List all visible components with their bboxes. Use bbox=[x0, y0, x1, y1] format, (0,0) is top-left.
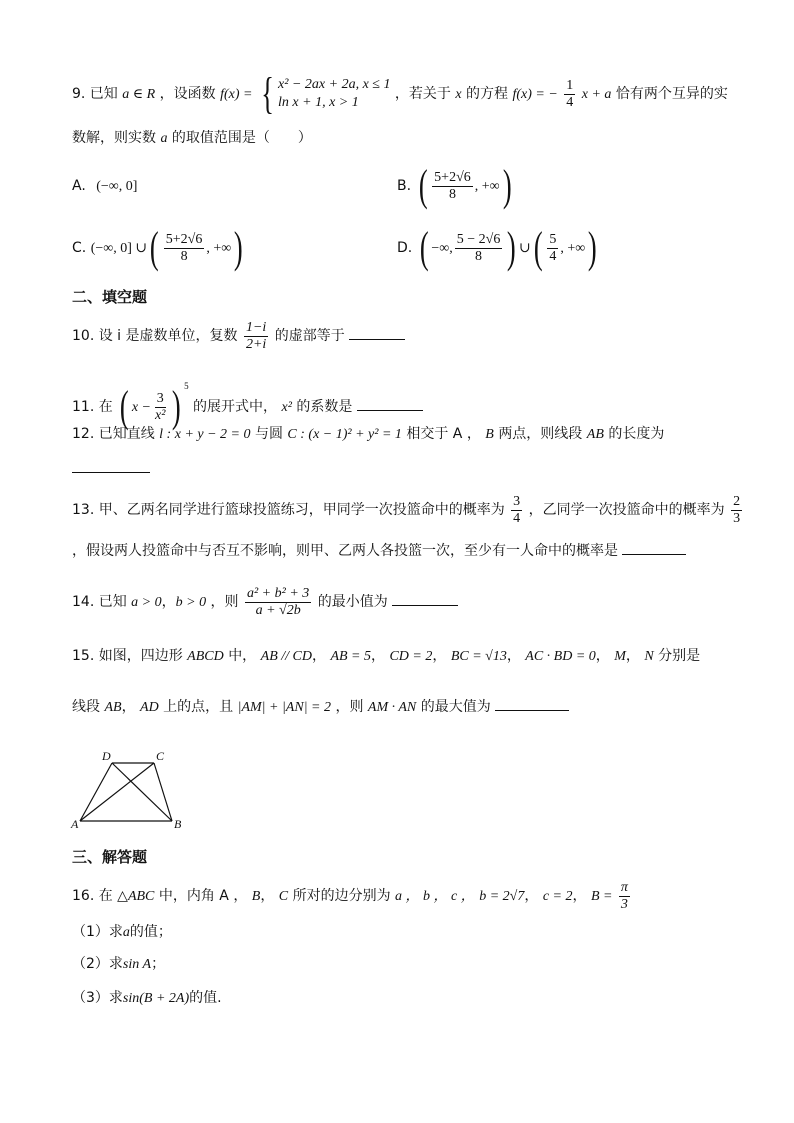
label-c: C bbox=[156, 749, 165, 763]
q11-x: x − bbox=[131, 400, 151, 415]
q16-p2v: sin A bbox=[122, 957, 152, 972]
q9-cond: a ∈ R bbox=[122, 87, 156, 102]
section-fill-blank-title: 二、填空题 bbox=[72, 288, 148, 306]
paren-open: ( bbox=[150, 223, 159, 272]
q15-s1: AB bbox=[104, 700, 122, 715]
q11 bbox=[72, 364, 423, 430]
q9-text-e: 恰有两个互异的实 bbox=[615, 86, 728, 102]
q16-part3 bbox=[72, 988, 222, 1009]
q9-option-d bbox=[397, 224, 600, 273]
paren-open: ( bbox=[419, 223, 429, 272]
q11-frac bbox=[153, 391, 167, 424]
q16-part2 bbox=[72, 954, 165, 975]
separator: ， bbox=[161, 594, 176, 610]
q13-frac1 bbox=[511, 494, 522, 527]
option-c-head: (−∞, 0] ∪ bbox=[90, 241, 148, 256]
q16-cval: c = 2 bbox=[542, 889, 573, 904]
q15-tail1: 分别是 bbox=[658, 648, 701, 664]
q9-line2 bbox=[72, 128, 312, 149]
q11-text-b: 的展开式中， bbox=[193, 399, 278, 415]
q10-frac bbox=[244, 320, 268, 353]
option-d-frac2 bbox=[547, 232, 558, 265]
q12-text-b: 与圆 bbox=[254, 426, 283, 442]
q16-p3: （3）求 bbox=[72, 990, 123, 1006]
q11-term: x² bbox=[281, 400, 292, 415]
frac-num: 5+2√6 bbox=[434, 169, 471, 185]
frac-den: 4 bbox=[513, 510, 521, 526]
answer-blank[interactable] bbox=[349, 325, 405, 340]
answer-blank[interactable] bbox=[72, 458, 150, 473]
q15-c3: CD = 2 bbox=[389, 649, 433, 664]
frac-den: 8 bbox=[448, 186, 456, 202]
q12-text-a: 12. 已知直线 bbox=[72, 426, 155, 442]
q15-line1: 15. 如图，四边形 ABCD 中， AB // CD， AB = 5， CD = 2， BC = √13， AC · BD = 0， M， N 分别是 bbox=[72, 648, 701, 664]
q11-text-c: 的系数是 bbox=[296, 399, 353, 415]
q16-text-b: 中，内角 A ， bbox=[158, 888, 248, 904]
answer-blank[interactable] bbox=[357, 396, 423, 411]
frac-den: 2+i bbox=[245, 336, 267, 352]
answer-blank[interactable] bbox=[495, 696, 569, 711]
option-d-head: −∞, bbox=[431, 241, 453, 256]
paren-close: ) bbox=[507, 223, 517, 272]
q13-frac2 bbox=[731, 494, 742, 527]
frac-den: 3 bbox=[733, 510, 741, 526]
option-c-tail: , +∞ bbox=[206, 241, 232, 256]
option-c-label: C. bbox=[72, 240, 87, 256]
q16-sides: a ， b ， c ， bbox=[395, 889, 475, 904]
q16-p3v: sin(B + 2A) bbox=[122, 991, 190, 1006]
frac-num: 1−i bbox=[245, 319, 267, 335]
option-a-value: (−∞, 0] bbox=[96, 179, 138, 194]
frac-num: 2 bbox=[733, 493, 741, 509]
option-b-tail: , +∞ bbox=[474, 179, 500, 194]
q15-c5: AC · BD = 0 bbox=[525, 649, 596, 664]
option-d-frac bbox=[455, 232, 503, 265]
q15-text-b: 中， bbox=[228, 648, 257, 664]
frac-den: x² bbox=[155, 407, 166, 423]
edge-ad bbox=[80, 763, 112, 821]
option-d-tail: , +∞ bbox=[560, 241, 586, 256]
trapezoid-figure bbox=[70, 745, 190, 831]
frac-num: a² + b² + 3 bbox=[246, 585, 310, 601]
frac-den: 4 bbox=[549, 248, 557, 264]
q16: 16. 在 △ABC 中，内角 A ， B， C 所对的边分别为 a ， b ， c ， b = 2√7， c = 2， B = $\frac{\pi}{3}$ bbox=[72, 879, 628, 912]
q14 bbox=[72, 580, 458, 625]
option-d-label: D. bbox=[397, 240, 413, 256]
q14-c1: a > 0 bbox=[131, 595, 162, 610]
paren-close: ) bbox=[502, 161, 512, 210]
frac-num: 5 − 2√6 bbox=[456, 231, 501, 247]
q12-text-e: 的长度为 bbox=[608, 426, 665, 442]
q12-seg: AB bbox=[586, 427, 604, 442]
frac-den: a + √2b bbox=[255, 602, 301, 618]
q15-s2: AD bbox=[140, 700, 159, 715]
q9-eq-left: f(x) = − bbox=[512, 87, 558, 102]
q13-text-a: 13. 甲、乙两名同学进行篮球投篮练习，甲同学一次投篮命中的概率为 bbox=[72, 502, 505, 518]
q9-option-c bbox=[72, 224, 246, 273]
q15-line2a: 线段 bbox=[72, 699, 100, 715]
q16-part1 bbox=[72, 922, 172, 943]
q16-frac bbox=[619, 880, 630, 913]
q14-text-b: ，则 bbox=[210, 594, 239, 610]
q16-p2b: ； bbox=[151, 956, 166, 972]
q14-c2: b > 0 bbox=[175, 595, 207, 610]
q9-fx: f(x) = bbox=[220, 87, 253, 102]
q15-line2c: ，则 bbox=[335, 699, 364, 715]
frac-den: 3 bbox=[620, 896, 628, 912]
answer-blank[interactable] bbox=[622, 540, 686, 555]
q14-text-a: 14. 已知 bbox=[72, 594, 127, 610]
q11-text-a: 11. 在 bbox=[72, 399, 113, 415]
q15-c6: M bbox=[614, 649, 626, 664]
q15-dot: AM · AN bbox=[367, 700, 417, 715]
option-c-frac bbox=[164, 232, 205, 265]
q9-frac bbox=[564, 78, 575, 111]
frac-den: 8 bbox=[475, 248, 483, 264]
q9-line1 bbox=[72, 69, 728, 118]
q15-line2b: 上的点，且 bbox=[163, 699, 234, 715]
q12-line: l : x + y − 2 = 0 bbox=[159, 427, 251, 442]
q9-piece-top: x² − 2ax + 2a, x ≤ 1 bbox=[278, 77, 391, 92]
paren-open: ( bbox=[418, 161, 428, 210]
q16-tri: △ABC bbox=[117, 889, 155, 904]
q16-text-a: 16. 在 bbox=[72, 888, 113, 904]
q9-text-b: ，设函数 bbox=[159, 86, 216, 102]
q13-text-b: ，乙同学一次投篮命中的概率为 bbox=[528, 502, 725, 518]
q15-cond: |AM| + |AN| = 2 bbox=[237, 700, 331, 715]
q13-line2-text: ，假设两人投篮命中与否互不影响，则甲、乙两人各投篮一次，至少有一人命中的概率是 bbox=[72, 543, 618, 559]
frac-num: 3 bbox=[513, 493, 521, 509]
q16-p1: （1）求 bbox=[72, 924, 123, 940]
q12-line1 bbox=[72, 424, 664, 445]
q15-line2d: 的最大值为 bbox=[420, 699, 491, 715]
q15-c7: N bbox=[644, 649, 654, 664]
q15-c1: AB // CD bbox=[260, 649, 312, 664]
q16-p3b: 的值. bbox=[189, 990, 222, 1006]
q15-quad: ABCD bbox=[187, 649, 224, 664]
frac-num: 3 bbox=[156, 390, 164, 406]
q15-line2: 线段 AB， AD 上的点，且 |AM| + |AN| = 2 ，则 AM · AN 的最大值为 bbox=[72, 696, 569, 718]
paren-close: ) bbox=[234, 223, 243, 272]
brace-symbol: { bbox=[261, 69, 274, 118]
q11-exp: 5 bbox=[184, 381, 189, 391]
q16-text-c: 所对的边分别为 bbox=[292, 888, 391, 904]
paren-close: ) bbox=[172, 382, 182, 431]
label-b: B bbox=[174, 817, 182, 831]
q16-p1b: 的值； bbox=[129, 924, 172, 940]
q12-point-b: B bbox=[485, 427, 494, 442]
q13-line1 bbox=[72, 490, 744, 530]
paren-open: ( bbox=[533, 223, 543, 272]
frac-den: 8 bbox=[180, 248, 188, 264]
separator: ， bbox=[260, 888, 275, 904]
q9-text-d: 的方程 bbox=[466, 86, 509, 102]
answer-blank[interactable] bbox=[392, 591, 458, 606]
q13-line2 bbox=[72, 540, 686, 561]
q9-option-b bbox=[397, 162, 514, 211]
q9-text-c: ，若关于 bbox=[394, 86, 451, 102]
q9-line2-text-b: 的取值范围是（ ） bbox=[171, 130, 312, 146]
q10-text-a: 10. 设 i 是虚数单位，复数 bbox=[72, 328, 238, 344]
q9-var: x bbox=[455, 87, 462, 102]
q9-line2-text: 数解，则实数 bbox=[72, 130, 156, 146]
q14-frac bbox=[245, 586, 311, 619]
q16-B: B bbox=[251, 889, 261, 904]
option-b-label: B. bbox=[397, 178, 412, 194]
q15-c2: AB = 5 bbox=[330, 649, 371, 664]
q9-line2-var: a bbox=[160, 131, 168, 146]
label-a: A bbox=[71, 817, 79, 831]
option-a-label: A. bbox=[72, 178, 86, 194]
label-d: D bbox=[102, 749, 111, 763]
paren-close: ) bbox=[588, 223, 597, 272]
q12-text-d: 两点，则线段 bbox=[498, 426, 583, 442]
q10 bbox=[72, 316, 405, 356]
q12-text-c: 相交于 A ， bbox=[406, 426, 481, 442]
option-d-mid: ∪ bbox=[518, 241, 531, 256]
q16-C: C bbox=[278, 889, 289, 904]
q15-c4: BC = √13 bbox=[450, 649, 507, 664]
q9-eq-right: x + a bbox=[581, 87, 612, 102]
frac-num: 1 bbox=[566, 77, 574, 93]
q9-option-a bbox=[72, 176, 137, 197]
q9-piece-bot: ln x + 1, x > 1 bbox=[278, 95, 359, 110]
paren-open: ( bbox=[120, 382, 129, 431]
diagonal-ac bbox=[80, 763, 154, 821]
option-b-frac bbox=[432, 170, 473, 203]
q9-piecewise bbox=[257, 69, 391, 118]
q16-bval: b = 2√7 bbox=[479, 889, 525, 904]
q16-Bval: B = bbox=[590, 889, 613, 904]
q12-blank-line bbox=[72, 458, 150, 479]
q15-text-a: 15. 如图，四边形 bbox=[72, 648, 183, 664]
section-solve-title: 三、解答题 bbox=[72, 848, 148, 866]
frac-num: 5 bbox=[549, 231, 557, 247]
q10-text-b: 的虚部等于 bbox=[274, 328, 345, 344]
q14-text-c: 的最小值为 bbox=[317, 594, 388, 610]
q16-p2: （2）求 bbox=[72, 956, 123, 972]
q16-p1v: a bbox=[122, 925, 130, 940]
q9-text-a: 9. 已知 bbox=[72, 86, 118, 102]
frac-den: 4 bbox=[566, 94, 574, 110]
frac-num: 5+2√6 bbox=[165, 231, 203, 247]
q12-circle: C : (x − 1)² + y² = 1 bbox=[287, 427, 402, 442]
frac-num: π bbox=[620, 879, 628, 895]
